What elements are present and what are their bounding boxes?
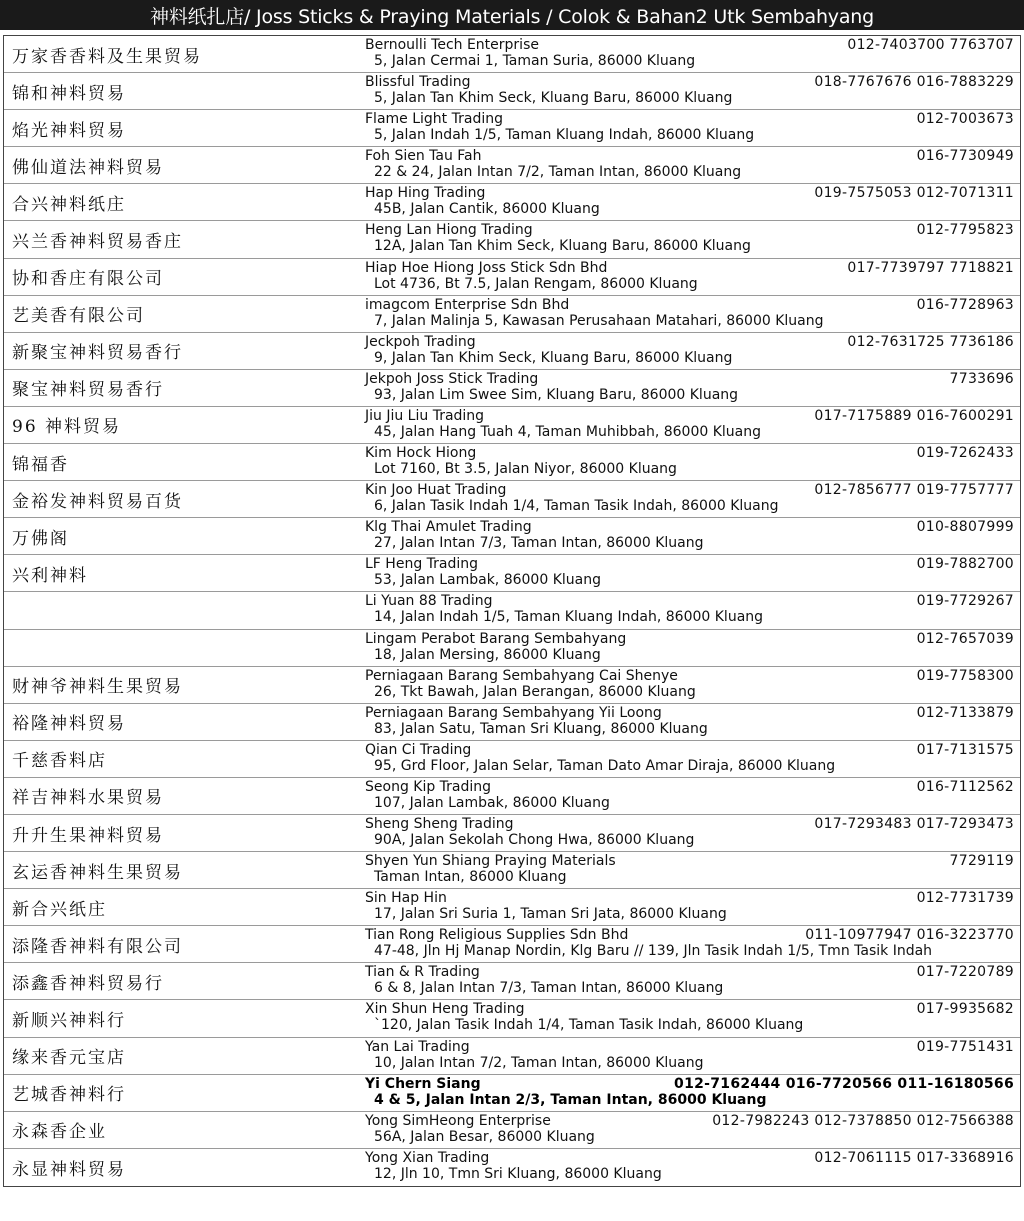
listing-row: [4, 630, 1020, 667]
listing-business-name: Bernoulli Tech Enterprise: [365, 37, 539, 53]
listing-address: 6, Jalan Tasik Indah 1/4, Taman Tasik Indah, 86000 Kluang: [374, 498, 779, 515]
listing-phone: 012-7061115 017-3368916: [814, 1149, 1014, 1166]
listing-row: [4, 741, 1020, 778]
listing-row: [4, 1038, 1020, 1075]
listing-chinese-name: [4, 630, 360, 666]
listing-business-name: Qian Ci Trading: [365, 741, 472, 758]
listing-address: 14, Jalan Indah 1/5, Taman Kluang Indah, 86000 Kluang: [374, 609, 764, 626]
listing-row: [4, 667, 1020, 704]
listing-phone: 017-7220789: [916, 964, 1014, 981]
listing-row: [4, 555, 1020, 592]
listing-row: [4, 889, 1020, 926]
listing-info: [360, 481, 1020, 517]
listing-business-name: Shyen Yun Shiang Praying Materials: [365, 853, 616, 870]
listing-info: [360, 259, 1020, 295]
listing-phone: 017-7131575: [916, 741, 1014, 758]
listing-business-name: Yi Chern Siang: [365, 1075, 481, 1092]
listing-phone: 011-10977947 016-3223770: [805, 927, 1014, 944]
listing-info: [360, 555, 1020, 591]
listing-chinese-name: 聚宝神料贸易香行: [12, 380, 164, 401]
listing-phone: 017-7293483 017-7293473: [814, 815, 1014, 832]
listing-chinese-name: [4, 592, 360, 628]
listing-info: [360, 1075, 1020, 1111]
listing-phone: 012-7657039: [916, 630, 1014, 647]
listing-address: 45B, Jalan Cantik, 86000 Kluang: [374, 201, 600, 218]
listing-address: 53, Jalan Lambak, 86000 Kluang: [374, 572, 601, 589]
listing-business-name: Yong Xian Trading: [365, 1149, 490, 1166]
listing-info: [360, 1112, 1020, 1148]
listing-business-name: imagcom Enterprise Sdn Bhd: [365, 296, 570, 313]
listing-address: 9, Jalan Tan Khim Seck, Kluang Baru, 86000 Kluang: [374, 349, 733, 366]
listing-info: [360, 221, 1020, 257]
listing-row: [4, 444, 1020, 481]
listing-business-name: Flame Light Trading: [365, 111, 503, 128]
listing-address: 18, Jalan Mersing, 86000 Kluang: [374, 646, 601, 663]
listing-business-name: Xin Shun Heng Trading: [365, 1001, 525, 1018]
listing-chinese-name: 万家香香料及生果贸易: [12, 46, 202, 67]
listing-business-name: Yan Lai Trading: [365, 1038, 470, 1055]
listing-row: [4, 1149, 1020, 1186]
listing-row: [4, 1112, 1020, 1149]
listing-chinese-name: 财神爷神料生果贸易: [12, 677, 183, 698]
listing-row: [4, 407, 1020, 444]
listing-chinese-name: 艺城香神料行: [12, 1085, 126, 1106]
listing-chinese-name: 锦福香: [12, 454, 69, 475]
listing-address: 26, Tkt Bawah, Jalan Berangan, 86000 Kluang: [374, 683, 696, 700]
listing-info: [360, 370, 1020, 406]
listing-address: Lot 7160, Bt 3.5, Jalan Niyor, 86000 Kluang: [374, 461, 677, 478]
listing-chinese-name: 佛仙道法神料贸易: [12, 157, 164, 178]
listing-address: 5, Jalan Indah 1/5, Taman Kluang Indah, 86000 Kluang: [374, 127, 755, 144]
listing-business-name: Jeckpoh Trading: [365, 333, 476, 350]
listing-phone: 017-9935682: [916, 1001, 1014, 1018]
listing-chinese-name: 协和香庄有限公司: [12, 269, 164, 290]
listing-address: 95, Grd Floor, Jalan Selar, Taman Dato Amar Diraja, 86000 Kluang: [374, 757, 836, 774]
listing-chinese-name: 缘来香元宝店: [12, 1048, 126, 1069]
listing-info: [360, 852, 1020, 888]
listing-phone: 019-7751431: [916, 1038, 1014, 1055]
listing-phone: 019-7575053 012-7071311: [814, 185, 1014, 202]
listing-business-name: Hap Hing Trading: [365, 185, 486, 202]
listing-chinese-name: 千慈香料店: [12, 751, 107, 772]
listing-info: [360, 630, 1020, 666]
listing-address: 27, Jalan Intan 7/3, Taman Intan, 86000 Kluang: [374, 535, 704, 552]
listing-chinese-name: 兴兰香神料贸易香庄: [12, 232, 183, 253]
listing-business-name: Heng Lan Hiong Trading: [365, 222, 533, 239]
listing-business-name: Perniagaan Barang Sembahyang Cai Shenye: [365, 667, 678, 684]
listing-address: 12, Jln 10, Tmn Sri Kluang, 86000 Kluang: [374, 1165, 662, 1182]
listing-address: Lot 4736, Bt 7.5, Jalan Rengam, 86000 Kluang: [374, 275, 698, 292]
listing-phone: 012-7795823: [916, 222, 1014, 239]
listing-chinese-name: 新聚宝神料贸易香行: [12, 343, 183, 364]
listing-chinese-name: 新顺兴神料行: [12, 1010, 126, 1031]
listing-phone: 7729119: [949, 853, 1014, 870]
listing-info: [360, 926, 1020, 962]
listing-chinese-name: 永森香企业: [12, 1122, 107, 1143]
listing-row: [4, 852, 1020, 889]
listing-row: [4, 481, 1020, 518]
listing-business-name: Blissful Trading: [365, 74, 471, 91]
listing-chinese-name: 添隆香神料有限公司: [12, 936, 183, 957]
listing-business-name: Perniagaan Barang Sembahyang Yii Loong: [365, 704, 662, 721]
listing-row: [4, 221, 1020, 258]
listing-phone: 012-7631725 7736186: [847, 333, 1014, 350]
listing-row: [4, 147, 1020, 184]
listing-info: [360, 592, 1020, 628]
listing-phone: 010-8807999: [916, 519, 1014, 536]
listing-chinese-name: 艺美香有限公司: [12, 306, 145, 327]
listing-address: 22 & 24, Jalan Intan 7/2, Taman Intan, 86000 Kluang: [374, 164, 742, 181]
listing-row: [4, 1075, 1020, 1112]
listing-phone: 017-7739797 7718821: [847, 259, 1014, 276]
listing-business-name: Tian & R Trading: [365, 964, 480, 981]
listing-address: 7, Jalan Malinja 5, Kawasan Perusahaan Matahari, 86000 Kluang: [374, 312, 824, 329]
listing-phone: 012-7003673: [916, 111, 1014, 128]
listing-phone: 019-7882700: [916, 556, 1014, 573]
section-header: [0, 0, 1024, 30]
listing-phone: 016-7112562: [916, 778, 1014, 795]
listing-chinese-name: 万佛阁: [12, 528, 69, 549]
listing-table: [3, 35, 1021, 1187]
listing-business-name: Jiu Jiu Liu Trading: [365, 407, 485, 424]
listing-address: 5, Jalan Tan Khim Seck, Kluang Baru, 86000 Kluang: [374, 90, 733, 107]
listing-business-name: Yong SimHeong Enterprise: [365, 1112, 551, 1129]
listing-chinese-name: 升升生果神料贸易: [12, 825, 164, 846]
listing-row: [4, 963, 1020, 1000]
listing-info: [360, 296, 1020, 332]
listing-address: `120, Jalan Tasik Indah 1/4, Taman Tasik Indah, 86000 Kluang: [374, 1017, 804, 1034]
listing-info: [360, 73, 1020, 109]
listing-chinese-name: 新合兴纸庄: [12, 899, 107, 920]
listing-business-name: Sheng Sheng Trading: [365, 815, 514, 832]
listing-phone: 018-7767676 016-7883229: [814, 74, 1014, 91]
listing-row: [4, 592, 1020, 629]
listing-business-name: Li Yuan 88 Trading: [365, 593, 493, 610]
listing-address: 93, Jalan Lim Swee Sim, Kluang Baru, 86000 Kluang: [374, 386, 739, 403]
listing-phone: 012-7162444 016-7720566 011-16180566: [674, 1075, 1014, 1092]
listing-address: 17, Jalan Sri Suria 1, Taman Sri Jata, 86000 Kluang: [374, 906, 727, 923]
listing-phone: 012-7731739: [916, 890, 1014, 907]
listing-chinese-name: 96 神料贸易: [12, 417, 122, 438]
listing-business-name: Klg Thai Amulet Trading: [365, 519, 532, 536]
listing-info: [360, 778, 1020, 814]
listing-info: [360, 704, 1020, 740]
listing-row: [4, 704, 1020, 741]
listing-phone: 019-7262433: [916, 445, 1014, 462]
listing-info: [360, 815, 1020, 851]
listing-chinese-name: 裕隆神料贸易: [12, 714, 126, 735]
listing-row: [4, 184, 1020, 221]
listing-phone: 012-7856777 019-7757777: [814, 482, 1014, 499]
listing-info: [360, 444, 1020, 480]
listing-phone: 019-7758300: [916, 667, 1014, 684]
listing-row: [4, 259, 1020, 296]
listing-address: 107, Jalan Lambak, 86000 Kluang: [374, 794, 610, 811]
listing-info: [360, 184, 1020, 220]
listing-business-name: Kim Hock Hiong: [365, 445, 477, 462]
section-title: 神料纸扎店/ Joss Sticks & Praying Materials / Colok & Bahan2 Utk Sembahyang: [150, 5, 874, 28]
listing-row: [4, 1000, 1020, 1037]
listing-business-name: Tian Rong Religious Supplies Sdn Bhd: [365, 927, 629, 944]
listing-chinese-name: 永显神料贸易: [12, 1159, 126, 1180]
listing-phone: 016-7730949: [916, 148, 1014, 165]
listing-info: [360, 1149, 1020, 1186]
listing-business-name: Hiap Hoe Hiong Joss Stick Sdn Bhd: [365, 259, 608, 276]
listing-business-name: Seong Kip Trading: [365, 778, 492, 795]
listing-info: [360, 741, 1020, 777]
listing-address: 45, Jalan Hang Tuah 4, Taman Muhibbah, 86000 Kluang: [374, 423, 762, 440]
listing-address: 5, Jalan Cermai 1, Taman Suria, 86000 Kluang: [374, 53, 696, 69]
listing-phone: 012-7133879: [916, 704, 1014, 721]
listing-chinese-name: 金裕发神料贸易百货: [12, 491, 183, 512]
listing-info: [360, 110, 1020, 146]
listing-row: [4, 370, 1020, 407]
listing-info: [360, 333, 1020, 369]
listing-business-name: LF Heng Trading: [365, 556, 479, 573]
listing-phone: 016-7728963: [916, 296, 1014, 313]
listing-row: [4, 815, 1020, 852]
listing-business-name: Foh Sien Tau Fah: [365, 148, 482, 165]
listing-row: [4, 36, 1020, 73]
listing-business-name: Jekpoh Joss Stick Trading: [365, 370, 539, 387]
listing-row: [4, 333, 1020, 370]
listing-phone: 017-7175889 016-7600291: [814, 407, 1014, 424]
listing-phone: 7733696: [949, 370, 1014, 387]
listing-chinese-name: 兴利神料: [12, 565, 88, 586]
listing-address: 90A, Jalan Sekolah Chong Hwa, 86000 Kluang: [374, 831, 695, 848]
listing-chinese-name: 祥吉神料水果贸易: [12, 788, 164, 809]
listing-info: [360, 1038, 1020, 1074]
listing-row: [4, 296, 1020, 333]
listing-info: [360, 667, 1020, 703]
listing-row: [4, 73, 1020, 110]
listing-address: Taman Intan, 86000 Kluang: [374, 869, 567, 886]
listing-address: 47-48, Jln Hj Manap Nordin, Klg Baru // 139, Jln Tasik Indah 1/5, Tmn Tasik Indah: [374, 943, 933, 960]
listing-phone: 012-7403700 7763707: [847, 37, 1014, 53]
listing-chinese-name: 锦和神料贸易: [12, 83, 126, 104]
listing-chinese-name: 合兴神料纸庄: [12, 194, 126, 215]
listing-address: 12A, Jalan Tan Khim Seck, Kluang Baru, 86000 Kluang: [374, 238, 751, 255]
listing-row: [4, 926, 1020, 963]
listing-address: 10, Jalan Intan 7/2, Taman Intan, 86000 Kluang: [374, 1054, 704, 1071]
listing-address: 83, Jalan Satu, Taman Sri Kluang, 86000 Kluang: [374, 720, 708, 737]
listing-row: [4, 110, 1020, 147]
listing-address: 6 & 8, Jalan Intan 7/3, Taman Intan, 86000 Kluang: [374, 980, 724, 997]
listing-business-name: Kin Joo Huat Trading: [365, 482, 507, 499]
listing-address: 56A, Jalan Besar, 86000 Kluang: [374, 1128, 595, 1145]
listing-info: [360, 407, 1020, 443]
listing-chinese-name: 焰光神料贸易: [12, 120, 126, 141]
listing-chinese-name: 玄运香神料生果贸易: [12, 862, 183, 883]
listing-row: [4, 778, 1020, 815]
listing-info: [360, 889, 1020, 925]
listing-business-name: Lingam Perabot Barang Sembahyang: [365, 630, 627, 647]
listing-info: [360, 147, 1020, 183]
listing-chinese-name: 添鑫香神料贸易行: [12, 973, 164, 994]
listing-info: [360, 518, 1020, 554]
listing-row: [4, 518, 1020, 555]
listing-info: [360, 1000, 1020, 1036]
listing-info: [360, 963, 1020, 999]
listing-address: 4 & 5, Jalan Intan 2/3, Taman Intan, 86000 Kluang: [374, 1091, 767, 1108]
listing-business-name: Sin Hap Hin: [365, 890, 447, 907]
listing-phone: 019-7729267: [916, 593, 1014, 610]
listing-phone: 012-7982243 012-7378850 012-7566388: [712, 1112, 1014, 1129]
listing-info: [360, 36, 1020, 72]
